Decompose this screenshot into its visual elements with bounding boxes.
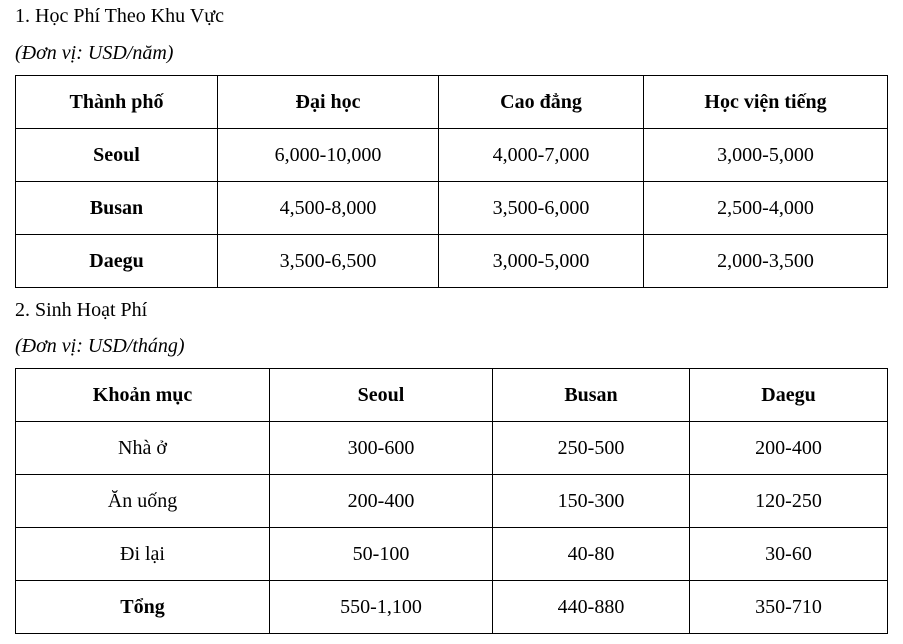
column-header-busan: Busan: [493, 369, 690, 422]
column-header-daegu: Daegu: [690, 369, 888, 422]
cell-item-total: Tổng: [16, 581, 270, 634]
table-header-row: [16, 76, 888, 129]
table-row: [16, 528, 888, 581]
table-row: [16, 182, 888, 235]
cell-busan: 40-80: [493, 528, 690, 581]
table-header-row: [16, 369, 888, 422]
table-row: [16, 475, 888, 528]
living-costs-table: [15, 368, 888, 634]
cell-item: Ăn uống: [16, 475, 270, 528]
cell-seoul: 200-400: [270, 475, 493, 528]
unit-note-living-costs: (Đơn vị: USD/tháng): [15, 335, 185, 357]
table-row: [16, 129, 888, 182]
cell-language-school: 3,000-5,000: [644, 129, 888, 182]
cell-college: 3,500-6,000: [439, 182, 644, 235]
cell-seoul: 50-100: [270, 528, 493, 581]
column-header-seoul: Seoul: [270, 369, 493, 422]
cell-city: Busan: [16, 182, 218, 235]
tuition-table: [15, 75, 888, 288]
cell-college: 4,000-7,000: [439, 129, 644, 182]
cell-daegu: 200-400: [690, 422, 888, 475]
cell-daegu: 30-60: [690, 528, 888, 581]
table-row: [16, 422, 888, 475]
cell-daegu: 350-710: [690, 581, 888, 634]
cell-university: 3,500-6,500: [218, 235, 439, 288]
unit-note-tuition: (Đơn vị: USD/năm): [15, 42, 174, 64]
cell-city: Daegu: [16, 235, 218, 288]
cell-seoul: 300-600: [270, 422, 493, 475]
cell-busan: 440-880: [493, 581, 690, 634]
cell-language-school: 2,500-4,000: [644, 182, 888, 235]
cell-busan: 150-300: [493, 475, 690, 528]
cell-university: 6,000-10,000: [218, 129, 439, 182]
column-header-city: Thành phố: [16, 76, 218, 129]
table-row-total: [16, 581, 888, 634]
table-row: [16, 235, 888, 288]
section-title-tuition: 1. Học Phí Theo Khu Vực: [15, 5, 224, 27]
cell-item: Đi lại: [16, 528, 270, 581]
cell-busan: 250-500: [493, 422, 690, 475]
cell-seoul: 550-1,100: [270, 581, 493, 634]
cell-language-school: 2,000-3,500: [644, 235, 888, 288]
section-title-living-costs: 2. Sinh Hoạt Phí: [15, 299, 148, 321]
cell-daegu: 120-250: [690, 475, 888, 528]
column-header-item: Khoản mục: [16, 369, 270, 422]
cell-city: Seoul: [16, 129, 218, 182]
column-header-college: Cao đẳng: [439, 76, 644, 129]
cell-college: 3,000-5,000: [439, 235, 644, 288]
column-header-university: Đại học: [218, 76, 439, 129]
cell-item: Nhà ở: [16, 422, 270, 475]
column-header-language-school: Học viện tiếng: [644, 76, 888, 129]
cell-university: 4,500-8,000: [218, 182, 439, 235]
